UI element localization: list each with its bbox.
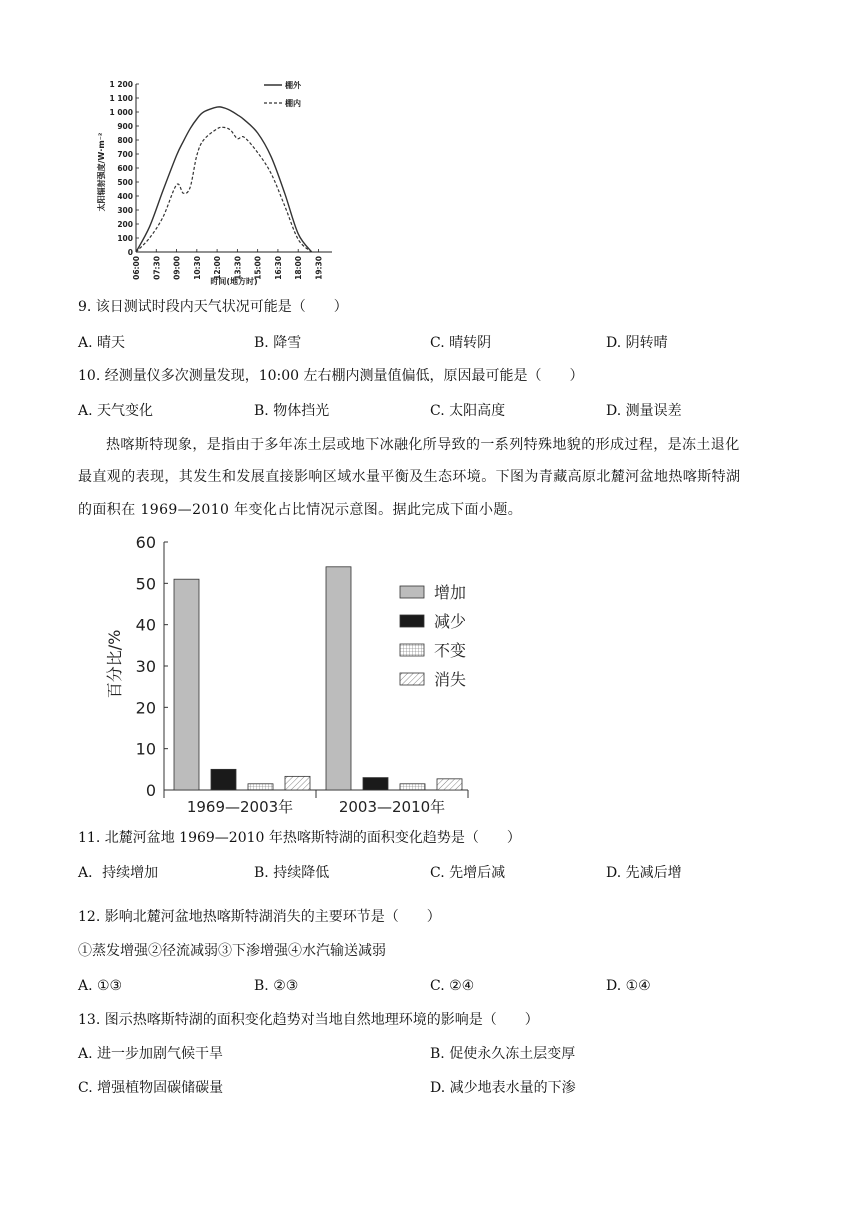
q12-items: ①蒸发增强②径流减弱③下渗增强④水汽输送减弱 bbox=[78, 943, 386, 959]
y-tick-label: 1 100 bbox=[109, 94, 133, 103]
y-tick-label: 500 bbox=[117, 178, 133, 187]
bar-decrease bbox=[363, 778, 388, 790]
y-axis-label: 百分比/% bbox=[105, 629, 124, 699]
y-tick-label: 1 200 bbox=[109, 80, 133, 89]
x-tick-label: 06:00 bbox=[132, 256, 141, 280]
q12-option-d: D. ①④ bbox=[606, 978, 651, 994]
bar-increase bbox=[174, 579, 199, 790]
legend-label-outside: 棚外 bbox=[285, 81, 301, 90]
bar-decrease bbox=[211, 769, 236, 790]
x-tick-label: 13:30 bbox=[233, 256, 243, 280]
q9-option-b: B. 降雪 bbox=[254, 335, 302, 351]
y-tick-label: 50 bbox=[135, 574, 156, 594]
q12-option-b: B. ②③ bbox=[254, 978, 299, 994]
y-tick-label: 400 bbox=[117, 192, 133, 201]
q13-option-c: C. 增强植物固碳储碳量 bbox=[78, 1080, 224, 1096]
legend-item-unchanged-swatch bbox=[400, 644, 424, 656]
q10-option-b: B. 物体挡光 bbox=[254, 403, 330, 419]
legend-item-increase-label: 增加 bbox=[434, 583, 467, 602]
q10-option-d: D. 测量误差 bbox=[606, 403, 682, 419]
question-9-stem: 9. 该日测试时段内天气状况可能是（ ） bbox=[78, 299, 348, 315]
q10-option-a: A. 天气变化 bbox=[78, 403, 154, 419]
y-tick-label: 40 bbox=[135, 615, 156, 635]
x-tick-label: 15:00 bbox=[253, 256, 263, 280]
x-category-label: 2003—2010年 bbox=[338, 798, 446, 816]
q12-option-c: C. ②④ bbox=[430, 978, 475, 994]
bar-unchanged bbox=[248, 784, 273, 790]
q11-option-d: D. 先减后增 bbox=[606, 865, 682, 881]
x-tick-label: 07:30 bbox=[152, 256, 162, 280]
x-tick-label: 09:00 bbox=[172, 256, 182, 280]
y-tick-label: 1 000 bbox=[109, 108, 133, 117]
q13-option-b: B. 促使永久冻土层变厚 bbox=[430, 1046, 576, 1062]
x-tick-label: 10:30 bbox=[192, 256, 202, 280]
y-tick-label: 800 bbox=[117, 136, 133, 145]
legend-item-disappeared-label: 消失 bbox=[434, 670, 467, 689]
series-line-inside bbox=[136, 127, 312, 252]
q13-option-d: D. 减少地表水量的下渗 bbox=[430, 1080, 576, 1096]
q10-option-c: C. 太阳高度 bbox=[430, 403, 506, 419]
y-tick-label: 0 bbox=[145, 781, 156, 800]
legend-label-inside: 棚内 bbox=[285, 99, 301, 108]
passage-line-3: 的面积在 1969—2010 年变化占比情况示意图。据此完成下面小题。 bbox=[78, 502, 523, 518]
legend-item-decrease-label: 减少 bbox=[434, 612, 467, 631]
y-tick-label: 100 bbox=[117, 234, 133, 243]
x-axis-label: 时间(地方时) bbox=[210, 277, 258, 286]
q11-option-a: A．持续增加 bbox=[78, 865, 159, 881]
q9-option-a: A. 晴天 bbox=[78, 335, 126, 351]
q9-option-c: C. 晴转阴 bbox=[430, 335, 492, 351]
legend-item-decrease-swatch bbox=[400, 615, 424, 627]
question-10-stem: 10. 经测量仪多次测量发现，10:00 左右棚内测量值偏低，原因最可能是（ ） bbox=[78, 368, 584, 384]
y-tick-label: 10 bbox=[135, 739, 156, 759]
q12-option-a: A. ①③ bbox=[78, 978, 123, 994]
x-tick-label: 18:00 bbox=[294, 256, 304, 280]
passage-line-1: 热喀斯特现象，是指由于多年冻土层或地下冰融化所导致的一系列特殊地貌的形成过程，是冻土退化 bbox=[106, 437, 740, 453]
question-12-stem: 12. 影响北麓河盆地热喀斯特湖消失的主要环节是（ ） bbox=[78, 909, 441, 925]
y-tick-label: 0 bbox=[127, 248, 133, 257]
q11-option-c: C. 先增后减 bbox=[430, 865, 506, 881]
y-tick-label: 600 bbox=[117, 164, 133, 173]
bar-disappeared bbox=[285, 776, 310, 790]
legend-item-disappeared-swatch bbox=[400, 673, 424, 685]
y-axis-label: 太阳辐射强度/W·m⁻² bbox=[97, 132, 106, 212]
bar-increase bbox=[326, 567, 351, 790]
y-tick-label: 20 bbox=[135, 698, 156, 718]
y-tick-label: 200 bbox=[117, 220, 133, 229]
q9-option-d: D. 阴转晴 bbox=[606, 335, 668, 351]
x-tick-label: 12:00 bbox=[213, 256, 223, 280]
y-tick-label: 900 bbox=[117, 122, 133, 131]
q11-option-b: B. 持续降低 bbox=[254, 865, 330, 881]
x-category-label: 1969—2003年 bbox=[186, 798, 294, 816]
y-tick-label: 700 bbox=[117, 150, 133, 159]
bar-disappeared bbox=[437, 779, 462, 790]
q13-option-a: A. 进一步加剧气候干旱 bbox=[78, 1046, 224, 1062]
legend-item-increase-swatch bbox=[400, 586, 424, 598]
question-11-stem: 11. 北麓河盆地 1969—2010 年热喀斯特湖的面积变化趋势是（ ） bbox=[78, 830, 521, 846]
y-tick-label: 30 bbox=[135, 657, 156, 676]
passage-line-2: 最直观的表现，其发生和发展直接影响区域水量平衡及生态环境。下图为青藏高原北麓河盆地热喀斯特湖 bbox=[78, 469, 741, 485]
y-tick-label: 300 bbox=[117, 206, 133, 215]
bar-unchanged bbox=[400, 784, 425, 790]
x-tick-label: 19:30 bbox=[314, 256, 324, 280]
series-line-outside bbox=[136, 107, 312, 252]
radiation-line-chart bbox=[92, 68, 362, 288]
legend-item-unchanged-label: 不变 bbox=[434, 641, 467, 660]
y-tick-label: 60 bbox=[135, 533, 156, 552]
x-tick-label: 16:30 bbox=[273, 256, 283, 280]
thermokarst-bar-chart bbox=[100, 528, 480, 824]
question-13-stem: 13. 图示热喀斯特湖的面积变化趋势对当地自然地理环境的影响是（ ） bbox=[78, 1012, 539, 1028]
